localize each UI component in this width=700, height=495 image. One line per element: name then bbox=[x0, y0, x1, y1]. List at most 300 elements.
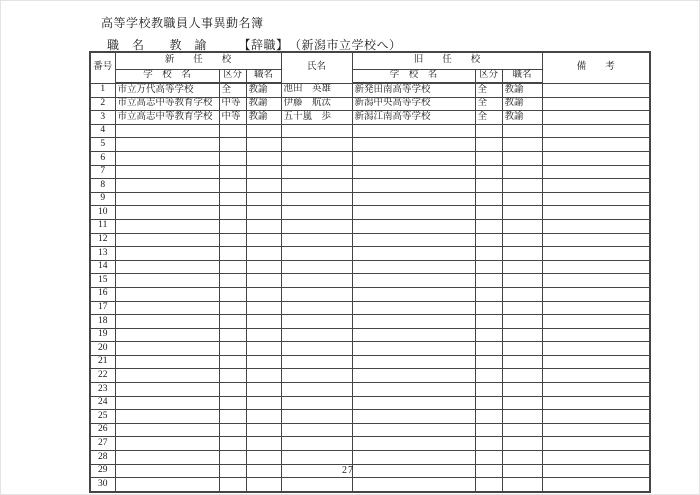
cell-old-category bbox=[475, 260, 502, 274]
table-row bbox=[90, 464, 650, 478]
cell-old-category: 全 bbox=[475, 111, 502, 125]
cell-remarks bbox=[542, 342, 650, 356]
cell-new-category bbox=[219, 219, 246, 233]
cell-old-position bbox=[502, 369, 542, 383]
cell-remarks bbox=[542, 315, 650, 329]
cell-person-name bbox=[281, 342, 352, 356]
cell-new-school-name bbox=[115, 301, 219, 315]
cell-old-school-name bbox=[352, 233, 475, 247]
cell-old-position: 教諭 bbox=[502, 111, 542, 125]
cell-new-school-name bbox=[115, 369, 219, 383]
cell-person-name: 五十嵐 歩 bbox=[281, 111, 352, 125]
cell-old-category bbox=[475, 179, 502, 193]
cell-row-number: 19 bbox=[90, 328, 115, 342]
cell-new-category bbox=[219, 451, 246, 465]
table-row bbox=[90, 260, 650, 274]
cell-new-school-name bbox=[115, 124, 219, 138]
cell-remarks bbox=[542, 138, 650, 152]
cell-row-number: 2 bbox=[90, 97, 115, 111]
cell-old-position bbox=[502, 464, 542, 478]
cell-row-number: 12 bbox=[90, 233, 115, 247]
table-row bbox=[90, 165, 650, 179]
cell-old-position bbox=[502, 451, 542, 465]
cell-old-position bbox=[502, 410, 542, 424]
cell-old-category bbox=[475, 342, 502, 356]
cell-new-school-name bbox=[115, 464, 219, 478]
cell-row-number: 5 bbox=[90, 138, 115, 152]
cell-new-school-name bbox=[115, 410, 219, 424]
cell-new-position bbox=[246, 451, 281, 465]
cell-old-school-name bbox=[352, 423, 475, 437]
cell-new-position bbox=[246, 355, 281, 369]
cell-new-position bbox=[246, 247, 281, 261]
table-row bbox=[90, 206, 650, 220]
header-new-category: 区分 bbox=[219, 70, 246, 84]
roster-table-body bbox=[90, 83, 650, 492]
cell-new-category bbox=[219, 383, 246, 397]
cell-new-position bbox=[246, 165, 281, 179]
cell-new-school-name bbox=[115, 396, 219, 410]
cell-old-category bbox=[475, 233, 502, 247]
cell-new-category bbox=[219, 464, 246, 478]
cell-row-number: 15 bbox=[90, 274, 115, 288]
cell-new-school-name bbox=[115, 451, 219, 465]
cell-old-school-name bbox=[352, 138, 475, 152]
cell-person-name bbox=[281, 328, 352, 342]
cell-new-category bbox=[219, 396, 246, 410]
cell-person-name: 伊藤 航汰 bbox=[281, 97, 352, 111]
table-row bbox=[90, 437, 650, 451]
cell-old-school-name bbox=[352, 315, 475, 329]
cell-row-number: 18 bbox=[90, 315, 115, 329]
cell-remarks bbox=[542, 97, 650, 111]
table-row bbox=[90, 97, 650, 111]
cell-remarks bbox=[542, 410, 650, 424]
cell-remarks bbox=[542, 437, 650, 451]
cell-new-position bbox=[246, 315, 281, 329]
cell-old-category bbox=[475, 151, 502, 165]
cell-old-category bbox=[475, 328, 502, 342]
cell-new-position bbox=[246, 206, 281, 220]
cell-old-category bbox=[475, 301, 502, 315]
cell-old-school-name bbox=[352, 165, 475, 179]
cell-new-school-name bbox=[115, 179, 219, 193]
cell-old-category bbox=[475, 192, 502, 206]
cell-remarks bbox=[542, 111, 650, 125]
table-row bbox=[90, 315, 650, 329]
cell-new-school-name bbox=[115, 219, 219, 233]
table-row bbox=[90, 396, 650, 410]
cell-row-number: 25 bbox=[90, 410, 115, 424]
cell-old-position: 教諭 bbox=[502, 83, 542, 97]
cell-person-name bbox=[281, 287, 352, 301]
cell-new-position bbox=[246, 233, 281, 247]
table-row bbox=[90, 478, 650, 492]
table-row bbox=[90, 274, 650, 288]
cell-old-school-name bbox=[352, 260, 475, 274]
table-row bbox=[90, 83, 650, 97]
cell-remarks bbox=[542, 260, 650, 274]
cell-new-category bbox=[219, 124, 246, 138]
cell-person-name bbox=[281, 179, 352, 193]
cell-old-position bbox=[502, 219, 542, 233]
cell-row-number: 26 bbox=[90, 423, 115, 437]
table-row bbox=[90, 383, 650, 397]
cell-new-position bbox=[246, 151, 281, 165]
cell-old-position bbox=[502, 342, 542, 356]
cell-new-category bbox=[219, 233, 246, 247]
cell-new-category bbox=[219, 301, 246, 315]
cell-person-name bbox=[281, 206, 352, 220]
cell-remarks bbox=[542, 478, 650, 492]
cell-old-position bbox=[502, 437, 542, 451]
cell-remarks bbox=[542, 233, 650, 247]
cell-person-name bbox=[281, 383, 352, 397]
cell-new-school-name bbox=[115, 274, 219, 288]
document-subtitle: 職 名 教 諭 【辞職】 （新潟市立学校へ） bbox=[107, 38, 402, 52]
cell-new-category: 中等 bbox=[219, 97, 246, 111]
header-old-school-name: 学 校 名 bbox=[352, 70, 475, 84]
cell-new-category bbox=[219, 437, 246, 451]
cell-new-school-name bbox=[115, 151, 219, 165]
cell-new-school-name bbox=[115, 138, 219, 152]
cell-old-school-name bbox=[352, 451, 475, 465]
header-old-school-group: 旧 任 校 bbox=[352, 52, 542, 70]
personnel-roster-table bbox=[89, 51, 651, 493]
cell-remarks bbox=[542, 328, 650, 342]
cell-person-name bbox=[281, 233, 352, 247]
cell-old-school-name bbox=[352, 410, 475, 424]
cell-old-school-name bbox=[352, 192, 475, 206]
cell-old-position bbox=[502, 478, 542, 492]
cell-old-category bbox=[475, 138, 502, 152]
cell-new-category bbox=[219, 315, 246, 329]
cell-new-school-name: 市立高志中等教育学校 bbox=[115, 111, 219, 125]
cell-old-position bbox=[502, 383, 542, 397]
cell-new-position bbox=[246, 437, 281, 451]
cell-old-category bbox=[475, 478, 502, 492]
cell-person-name bbox=[281, 165, 352, 179]
cell-row-number: 24 bbox=[90, 396, 115, 410]
cell-new-category bbox=[219, 260, 246, 274]
cell-person-name bbox=[281, 478, 352, 492]
cell-person-name bbox=[281, 151, 352, 165]
cell-old-position bbox=[502, 165, 542, 179]
cell-row-number: 30 bbox=[90, 478, 115, 492]
cell-row-number: 10 bbox=[90, 206, 115, 220]
cell-new-position bbox=[246, 287, 281, 301]
cell-person-name bbox=[281, 260, 352, 274]
cell-old-position bbox=[502, 315, 542, 329]
cell-old-position bbox=[502, 355, 542, 369]
cell-row-number: 16 bbox=[90, 287, 115, 301]
cell-person-name bbox=[281, 247, 352, 261]
cell-remarks bbox=[542, 219, 650, 233]
cell-person-name bbox=[281, 301, 352, 315]
cell-old-category bbox=[475, 464, 502, 478]
cell-person-name bbox=[281, 423, 352, 437]
cell-old-school-name bbox=[352, 301, 475, 315]
cell-old-position bbox=[502, 138, 542, 152]
table-row bbox=[90, 423, 650, 437]
cell-new-position bbox=[246, 219, 281, 233]
cell-new-position bbox=[246, 383, 281, 397]
cell-old-position bbox=[502, 247, 542, 261]
cell-new-position bbox=[246, 369, 281, 383]
cell-row-number: 11 bbox=[90, 219, 115, 233]
cell-remarks bbox=[542, 287, 650, 301]
cell-old-category bbox=[475, 410, 502, 424]
table-row bbox=[90, 328, 650, 342]
cell-old-position bbox=[502, 328, 542, 342]
cell-row-number: 29 bbox=[90, 464, 115, 478]
cell-person-name bbox=[281, 369, 352, 383]
header-old-category: 区分 bbox=[475, 70, 502, 84]
cell-old-school-name bbox=[352, 206, 475, 220]
cell-row-number: 22 bbox=[90, 369, 115, 383]
document-title: 高等学校教職員人事異動名簿 bbox=[101, 16, 264, 30]
cell-row-number: 4 bbox=[90, 124, 115, 138]
table-row bbox=[90, 342, 650, 356]
cell-new-position bbox=[246, 342, 281, 356]
cell-remarks bbox=[542, 179, 650, 193]
cell-row-number: 21 bbox=[90, 355, 115, 369]
header-row-groups bbox=[90, 52, 650, 70]
cell-new-school-name bbox=[115, 328, 219, 342]
cell-old-category bbox=[475, 355, 502, 369]
table-row bbox=[90, 451, 650, 465]
cell-new-position: 教諭 bbox=[246, 111, 281, 125]
cell-remarks bbox=[542, 192, 650, 206]
cell-old-school-name bbox=[352, 219, 475, 233]
cell-old-position bbox=[502, 396, 542, 410]
cell-new-school-name bbox=[115, 342, 219, 356]
cell-new-school-name bbox=[115, 437, 219, 451]
cell-new-position bbox=[246, 179, 281, 193]
cell-remarks bbox=[542, 83, 650, 97]
cell-new-category bbox=[219, 165, 246, 179]
cell-old-school-name: 新発田南高等学校 bbox=[352, 83, 475, 97]
header-person-name: 氏名 bbox=[281, 52, 352, 83]
cell-old-category: 全 bbox=[475, 97, 502, 111]
cell-new-position bbox=[246, 478, 281, 492]
cell-old-category bbox=[475, 247, 502, 261]
cell-row-number: 6 bbox=[90, 151, 115, 165]
cell-row-number: 27 bbox=[90, 437, 115, 451]
cell-remarks bbox=[542, 301, 650, 315]
cell-row-number: 14 bbox=[90, 260, 115, 274]
cell-person-name bbox=[281, 315, 352, 329]
cell-new-category bbox=[219, 247, 246, 261]
cell-row-number: 8 bbox=[90, 179, 115, 193]
cell-new-position bbox=[246, 410, 281, 424]
cell-new-position bbox=[246, 301, 281, 315]
cell-person-name bbox=[281, 219, 352, 233]
table-row bbox=[90, 179, 650, 193]
table-row bbox=[90, 233, 650, 247]
cell-new-category bbox=[219, 274, 246, 288]
cell-old-category bbox=[475, 124, 502, 138]
cell-old-position: 教諭 bbox=[502, 97, 542, 111]
cell-row-number: 3 bbox=[90, 111, 115, 125]
cell-old-school-name bbox=[352, 478, 475, 492]
table-row bbox=[90, 410, 650, 424]
header-new-school-group: 新 任 校 bbox=[115, 52, 281, 70]
cell-new-school-name bbox=[115, 260, 219, 274]
cell-old-category bbox=[475, 274, 502, 288]
cell-new-school-name bbox=[115, 478, 219, 492]
cell-new-school-name bbox=[115, 233, 219, 247]
cell-new-school-name: 市立高志中等教育学校 bbox=[115, 97, 219, 111]
table-row bbox=[90, 138, 650, 152]
cell-remarks bbox=[542, 396, 650, 410]
cell-old-category bbox=[475, 423, 502, 437]
cell-remarks bbox=[542, 247, 650, 261]
cell-row-number: 20 bbox=[90, 342, 115, 356]
cell-old-school-name bbox=[352, 287, 475, 301]
table-row bbox=[90, 192, 650, 206]
cell-new-category bbox=[219, 192, 246, 206]
cell-old-school-name bbox=[352, 179, 475, 193]
cell-new-position: 教諭 bbox=[246, 83, 281, 97]
cell-row-number: 1 bbox=[90, 83, 115, 97]
cell-old-school-name bbox=[352, 355, 475, 369]
table-row bbox=[90, 124, 650, 138]
cell-old-category bbox=[475, 369, 502, 383]
cell-row-number: 17 bbox=[90, 301, 115, 315]
cell-old-position bbox=[502, 274, 542, 288]
cell-old-position bbox=[502, 151, 542, 165]
cell-new-category bbox=[219, 138, 246, 152]
cell-remarks bbox=[542, 355, 650, 369]
cell-new-category bbox=[219, 342, 246, 356]
cell-new-category bbox=[219, 328, 246, 342]
cell-new-position bbox=[246, 260, 281, 274]
cell-new-school-name bbox=[115, 287, 219, 301]
cell-person-name bbox=[281, 396, 352, 410]
header-number: 番号 bbox=[90, 52, 115, 83]
header-old-position: 職名 bbox=[502, 70, 542, 84]
cell-person-name: 池田 英雄 bbox=[281, 83, 352, 97]
cell-old-school-name bbox=[352, 464, 475, 478]
cell-new-category bbox=[219, 423, 246, 437]
cell-old-position bbox=[502, 124, 542, 138]
cell-remarks bbox=[542, 124, 650, 138]
cell-old-school-name bbox=[352, 247, 475, 261]
cell-old-position bbox=[502, 287, 542, 301]
cell-person-name bbox=[281, 274, 352, 288]
cell-old-school-name bbox=[352, 274, 475, 288]
table-row bbox=[90, 287, 650, 301]
cell-remarks bbox=[542, 383, 650, 397]
cell-old-category bbox=[475, 396, 502, 410]
cell-new-school-name bbox=[115, 315, 219, 329]
cell-old-position bbox=[502, 301, 542, 315]
cell-new-category bbox=[219, 206, 246, 220]
table-row bbox=[90, 369, 650, 383]
header-remarks: 備 考 bbox=[542, 52, 650, 83]
cell-new-school-name bbox=[115, 192, 219, 206]
cell-person-name bbox=[281, 410, 352, 424]
cell-old-category: 全 bbox=[475, 83, 502, 97]
cell-new-school-name bbox=[115, 423, 219, 437]
cell-new-position bbox=[246, 124, 281, 138]
cell-old-school-name bbox=[352, 383, 475, 397]
cell-person-name bbox=[281, 355, 352, 369]
cell-row-number: 9 bbox=[90, 192, 115, 206]
table-row bbox=[90, 111, 650, 125]
cell-person-name bbox=[281, 437, 352, 451]
cell-person-name bbox=[281, 124, 352, 138]
cell-new-position bbox=[246, 138, 281, 152]
cell-old-category bbox=[475, 383, 502, 397]
cell-remarks bbox=[542, 165, 650, 179]
header-new-school-name: 学 校 名 bbox=[115, 70, 219, 84]
cell-old-school-name: 新潟中央高等学校 bbox=[352, 97, 475, 111]
header-new-position: 職名 bbox=[246, 70, 281, 84]
cell-new-position bbox=[246, 464, 281, 478]
cell-old-school-name bbox=[352, 369, 475, 383]
cell-new-position bbox=[246, 328, 281, 342]
cell-new-school-name bbox=[115, 165, 219, 179]
cell-row-number: 13 bbox=[90, 247, 115, 261]
cell-new-category bbox=[219, 179, 246, 193]
cell-new-category: 全 bbox=[219, 83, 246, 97]
cell-remarks bbox=[542, 206, 650, 220]
roster-table-header bbox=[90, 52, 650, 83]
cell-new-school-name: 市立万代高等学校 bbox=[115, 83, 219, 97]
cell-new-category bbox=[219, 478, 246, 492]
table-row bbox=[90, 219, 650, 233]
cell-old-school-name bbox=[352, 151, 475, 165]
cell-new-category: 中等 bbox=[219, 111, 246, 125]
cell-person-name bbox=[281, 192, 352, 206]
table-row bbox=[90, 151, 650, 165]
cell-old-position bbox=[502, 206, 542, 220]
cell-old-school-name bbox=[352, 328, 475, 342]
cell-row-number: 23 bbox=[90, 383, 115, 397]
cell-old-category bbox=[475, 437, 502, 451]
cell-new-position bbox=[246, 396, 281, 410]
cell-old-category bbox=[475, 206, 502, 220]
cell-old-category bbox=[475, 287, 502, 301]
cell-old-position bbox=[502, 179, 542, 193]
cell-remarks bbox=[542, 151, 650, 165]
cell-old-position bbox=[502, 423, 542, 437]
cell-old-school-name bbox=[352, 342, 475, 356]
cell-person-name bbox=[281, 451, 352, 465]
cell-old-category bbox=[475, 451, 502, 465]
table-row bbox=[90, 301, 650, 315]
cell-remarks bbox=[542, 274, 650, 288]
cell-row-number: 28 bbox=[90, 451, 115, 465]
cell-new-position bbox=[246, 192, 281, 206]
cell-remarks bbox=[542, 369, 650, 383]
cell-remarks bbox=[542, 423, 650, 437]
cell-new-category bbox=[219, 410, 246, 424]
cell-new-category bbox=[219, 369, 246, 383]
table-row bbox=[90, 247, 650, 261]
cell-old-school-name bbox=[352, 124, 475, 138]
cell-old-school-name bbox=[352, 396, 475, 410]
cell-old-category bbox=[475, 315, 502, 329]
cell-new-category bbox=[219, 151, 246, 165]
cell-new-category bbox=[219, 287, 246, 301]
cell-new-school-name bbox=[115, 355, 219, 369]
cell-person-name bbox=[281, 138, 352, 152]
table-row bbox=[90, 355, 650, 369]
cell-old-school-name bbox=[352, 437, 475, 451]
